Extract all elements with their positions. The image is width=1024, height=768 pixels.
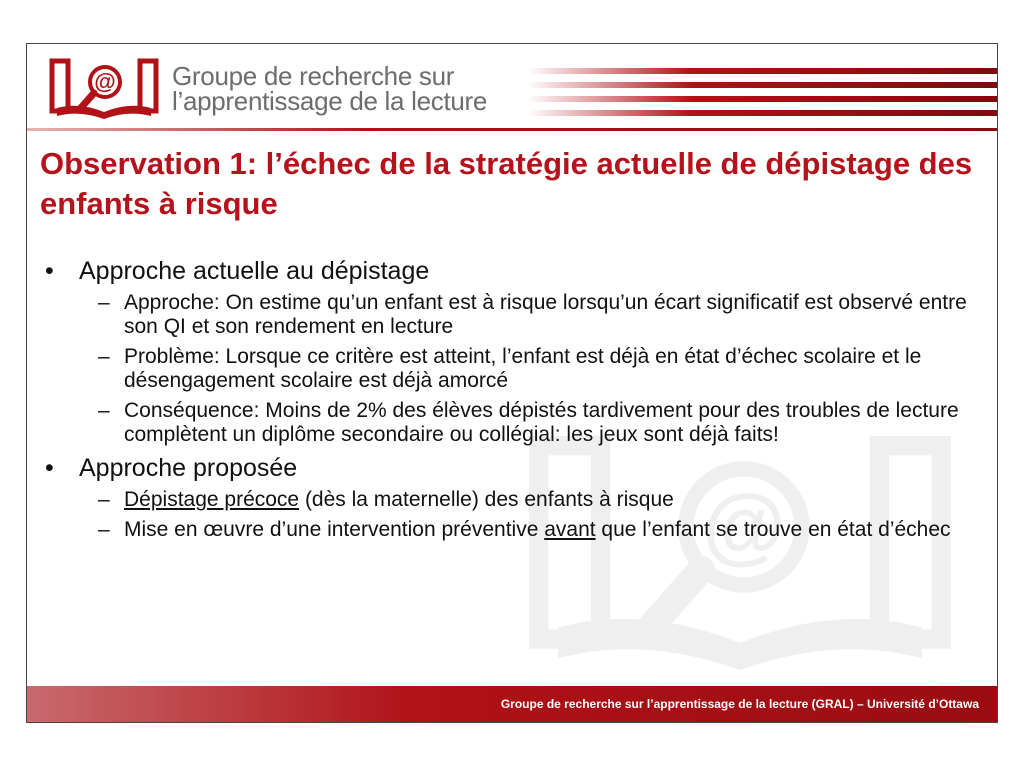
sub-bullet-probleme (45, 345, 985, 393)
sub-bullet-marker: – (98, 345, 110, 368)
sub-bullet-marker: – (98, 291, 110, 314)
sub-bullet-text: Mise en œuvre d’une intervention préventive (124, 518, 545, 541)
slide-content (45, 256, 985, 548)
underlined-text: Dépistage précoce (124, 488, 300, 511)
sub-bullet-approche (45, 291, 985, 339)
svg-text:@: @ (94, 69, 116, 94)
slide-header (27, 44, 997, 136)
sub-bullet-text: (dès la maternelle) des enfants à risque (299, 488, 674, 511)
svg-text:@: @ (702, 478, 786, 573)
header-divider (27, 128, 997, 131)
organization-name-line2: l’apprentissage de la lecture (172, 86, 488, 116)
sub-bullet-text-end: que l’enfant se trouve en état d’échec (595, 518, 951, 541)
bullet-proposed-approach (45, 453, 985, 483)
sub-bullet-text: Conséquence: Moins de 2% des élèves dépistés tardivement pour des troubles de lecture complètent un diplôme secondaire ou collégial: les jeux sont déjà faits! (124, 399, 959, 446)
slide-title: Observation 1: l’échec de la stratégie actuelle de dépistage des enfants à risque (40, 146, 973, 221)
bullet-heading: Approche actuelle au dépistage (79, 257, 430, 285)
header-decoration (527, 68, 997, 130)
slide-footer: Groupe de recherche sur l’apprentissage de la lecture (GRAL) – Université d’Ottawa (27, 686, 997, 722)
underlined-text: avant (544, 518, 596, 541)
organization-name-line1: Groupe de recherche sur (172, 61, 455, 91)
organization-name (172, 61, 488, 116)
sub-bullet-marker: – (98, 488, 110, 511)
slide (26, 43, 998, 723)
bullet-heading: Approche proposée (79, 454, 298, 482)
sub-bullet-intervention (45, 518, 985, 542)
bullet-marker: • (45, 257, 54, 285)
sub-bullet-marker: – (98, 399, 110, 422)
bullet-current-approach (45, 256, 985, 286)
sub-bullet-depistage (45, 488, 985, 512)
sub-bullet-consequence (45, 399, 985, 447)
sub-bullet-marker: – (98, 518, 110, 541)
bullet-marker: • (45, 454, 54, 482)
sub-bullet-text: Approche: On estime qu’un enfant est à risque lorsqu’un écart significatif est observé entre son QI et son rendement en lecture (124, 291, 967, 338)
sub-bullet-text: Problème: Lorsque ce critère est atteint, l’enfant est déjà en état d’échec scolaire et le désengagement scolaire est déjà amorcé (124, 345, 922, 392)
book-magnifier-at-logo-icon (49, 58, 159, 120)
